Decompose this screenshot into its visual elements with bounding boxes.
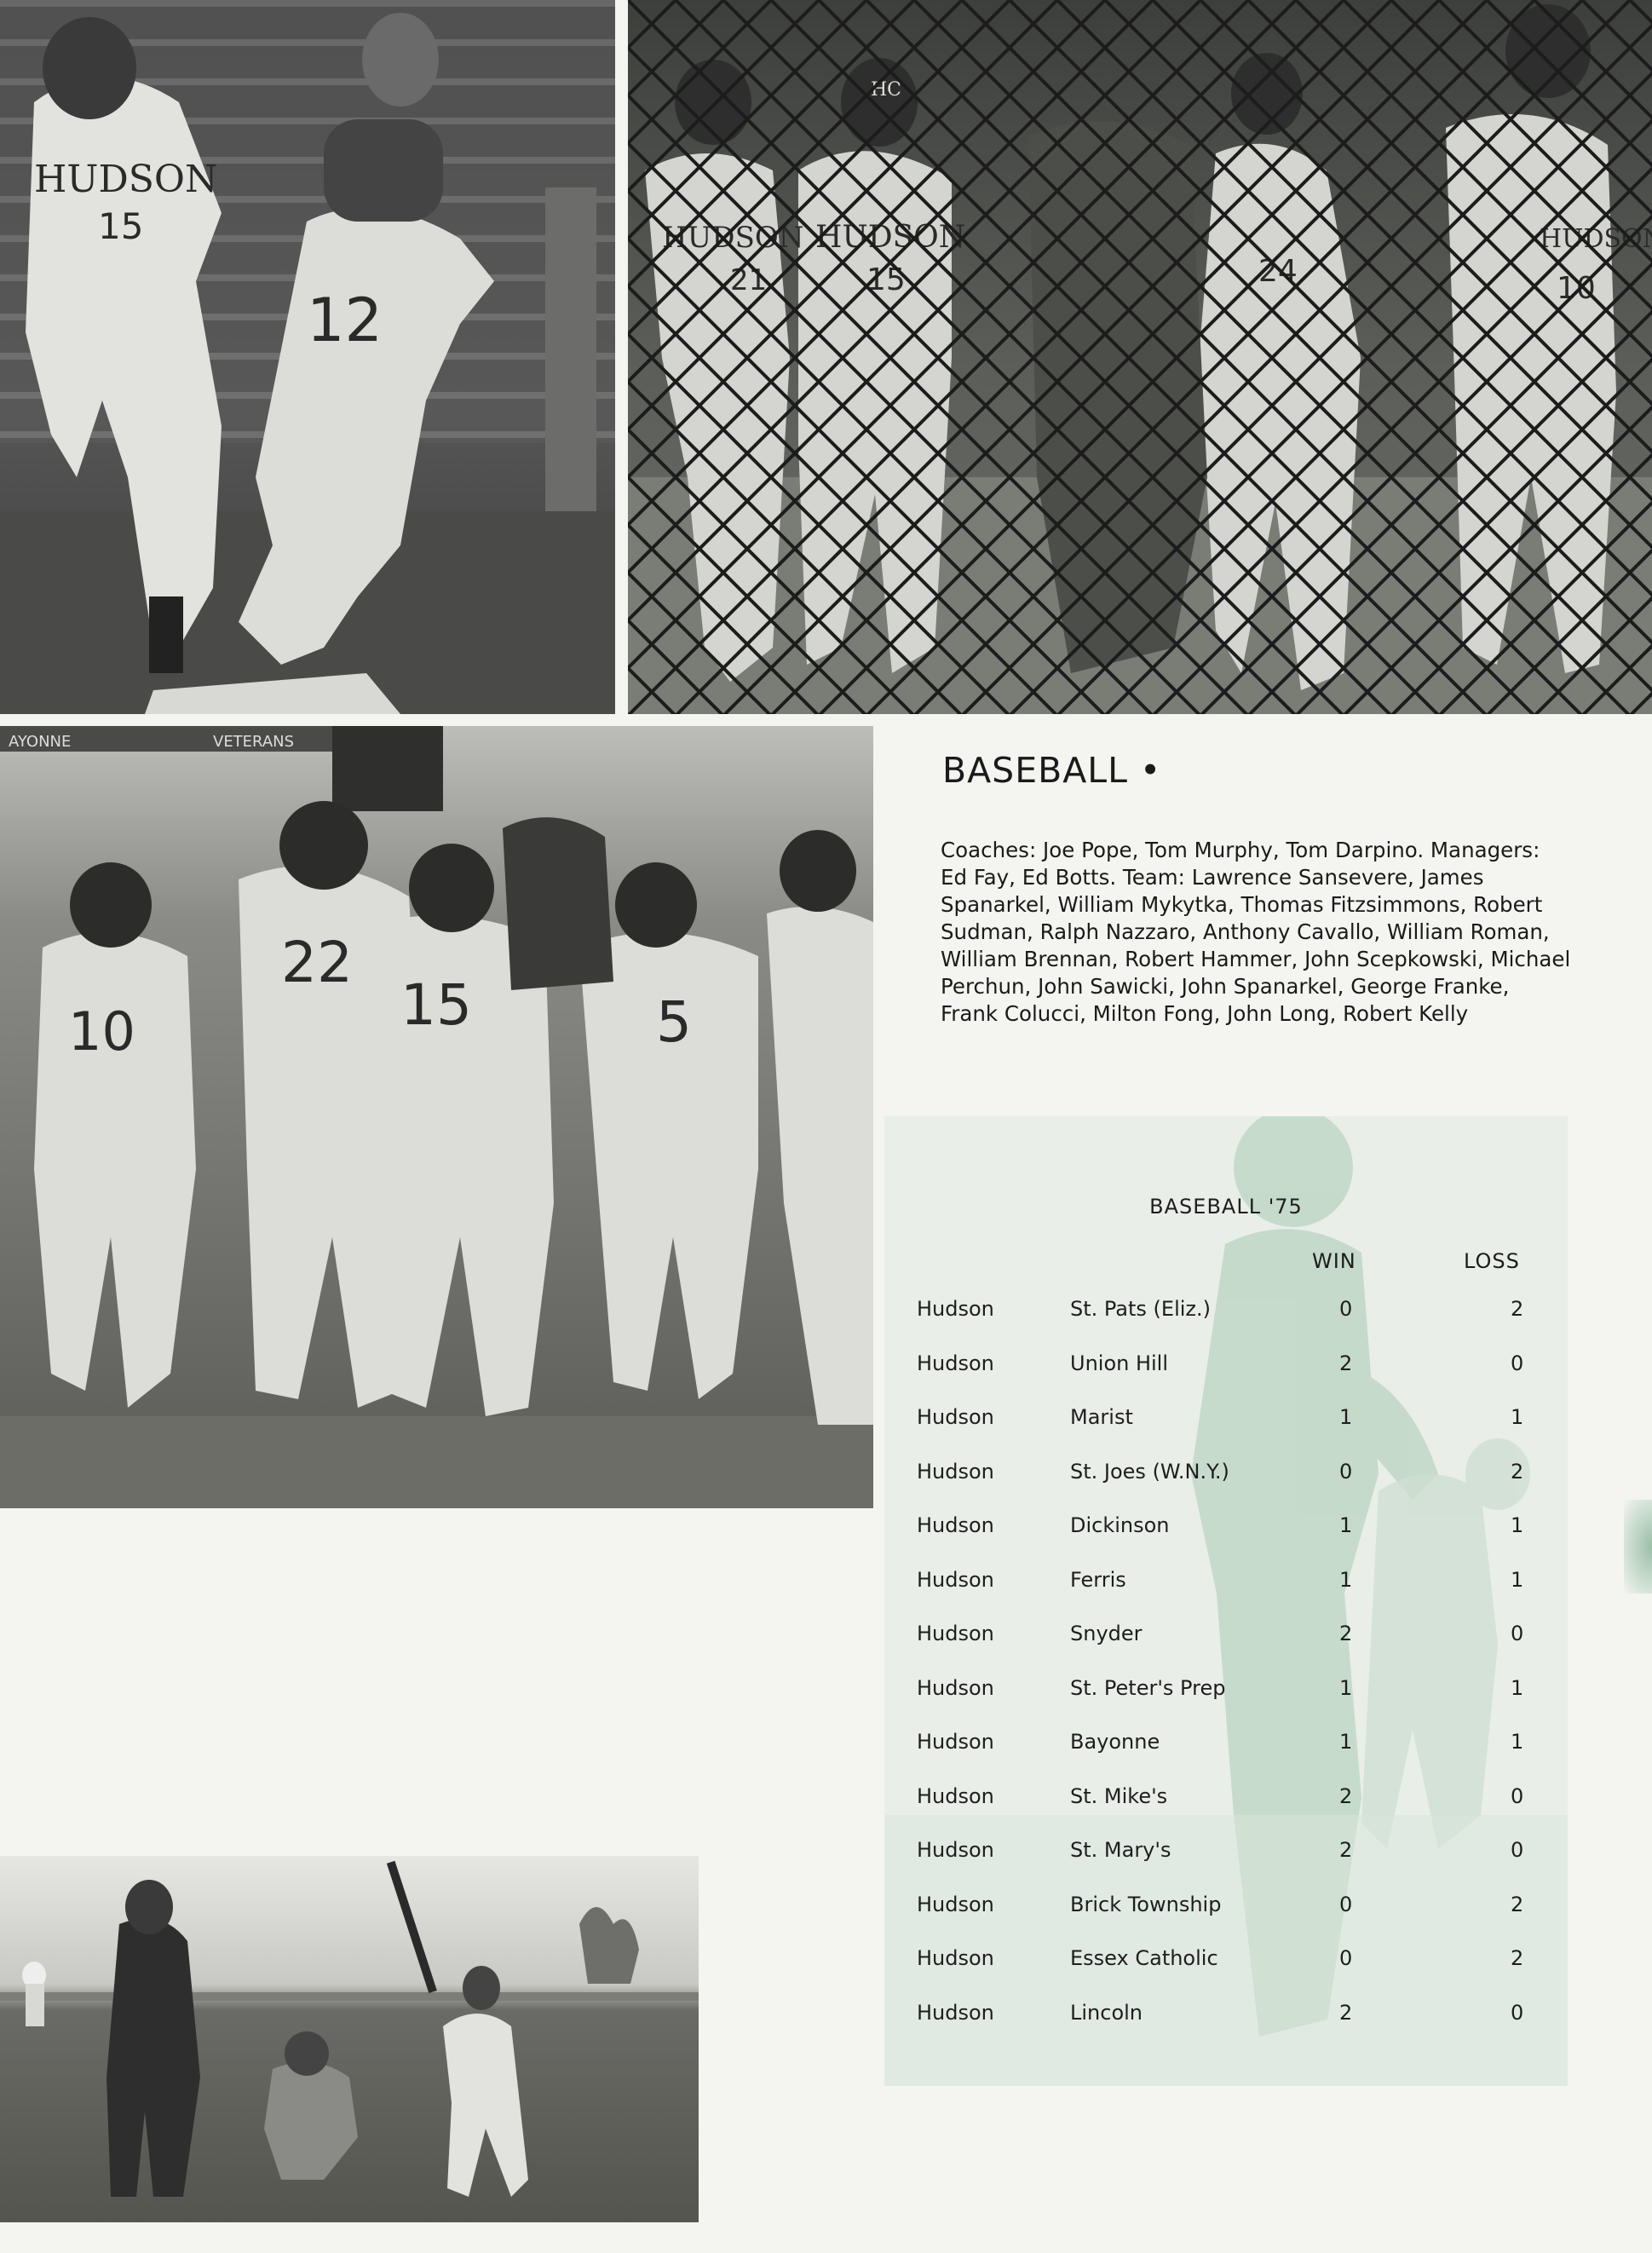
game-row <box>884 1513 1568 1568</box>
opponent-name: St. Mike's <box>1070 1783 1168 1808</box>
win-count: 2 <box>1339 1783 1353 1808</box>
team-name: Hudson <box>917 1351 994 1375</box>
game-row <box>884 1784 1568 1839</box>
jersey-number-5: 5 <box>656 989 692 1055</box>
win-count: 1 <box>1339 1405 1353 1429</box>
win-count: 1 <box>1339 1567 1353 1592</box>
team-name: Hudson <box>917 1946 994 1970</box>
game-row <box>884 1460 1568 1514</box>
team-name: Hudson <box>917 1297 994 1321</box>
team-name: Hudson <box>917 1459 994 1484</box>
team-name: Hudson <box>917 1892 994 1916</box>
wall-text-veterans: VETERANS <box>213 733 295 751</box>
win-count: 2 <box>1339 1622 1353 1645</box>
win-count: 1 <box>1339 1675 1353 1700</box>
loss-count: 0 <box>1511 1351 1524 1375</box>
loss-count: 1 <box>1511 1405 1524 1429</box>
loss-count: 2 <box>1511 1459 1524 1484</box>
loss-count: 1 <box>1511 1730 1524 1754</box>
opponent-name: Ferris <box>1070 1567 1126 1592</box>
wall-text-ayonne: AYONNE <box>9 733 72 751</box>
game-row <box>884 1568 1568 1622</box>
game-list <box>884 1297 1568 2054</box>
opponent-name: Brick Township <box>1070 1892 1222 1916</box>
opponent-name: Essex Catholic <box>1070 1946 1218 1970</box>
win-count: 0 <box>1339 1946 1353 1970</box>
loss-count: 2 <box>1511 1297 1524 1321</box>
game-row <box>884 1405 1568 1460</box>
game-row <box>884 1893 1568 1947</box>
loss-count: 2 <box>1511 1946 1524 1970</box>
section-heading-baseball: BASEBALL • <box>942 750 1162 791</box>
game-row <box>884 1838 1568 1893</box>
photo-players-behind-fence <box>628 0 1652 714</box>
photo-team-huddle <box>0 726 873 1508</box>
loss-count: 1 <box>1511 1513 1524 1537</box>
team-name: Hudson <box>917 1622 994 1645</box>
loss-column-header: LOSS <box>1464 1249 1520 1273</box>
opponent-name: Snyder <box>1070 1622 1143 1645</box>
win-count: 0 <box>1339 1459 1353 1484</box>
win-count: 2 <box>1339 2000 1353 2025</box>
coaches-and-team-roster: Coaches: Joe Pope, Tom Murphy, Tom Darpino. Managers: Ed Fay, Ed Botts. Team: Lawrence Sansevere, James Spanarkel, William Mykytka, Thomas Fitzsimmons, Robert Sudman, Ralph Nazzaro, Anthony Cavallo, William Roman, William Brennan, Robert Hammer, John Scepkowski, Michael Perchun, John Sawicki, John Spanarkel, George Franke, Frank Colucci, Milton Fong, John Long, Robert Kelly <box>941 838 1571 1026</box>
photo-player-sliding <box>0 0 615 714</box>
jersey-number-10: 10 <box>68 1000 135 1063</box>
game-row <box>884 1676 1568 1731</box>
schedule-title: BASEBALL '75 <box>1149 1195 1303 1219</box>
season-schedule-table <box>884 1116 1568 2086</box>
loss-count: 0 <box>1511 1622 1524 1645</box>
game-row <box>884 1622 1568 1676</box>
loss-count: 0 <box>1511 1838 1524 1862</box>
jersey-number-22: 22 <box>281 930 353 995</box>
page-edge-photo-fragment <box>1624 1500 1652 1593</box>
jersey-text-hudson: HUDSON <box>34 158 218 201</box>
game-row <box>884 1297 1568 1351</box>
team-name: Hudson <box>917 1675 994 1700</box>
loss-count: 1 <box>1511 1675 1524 1700</box>
win-count: 1 <box>1339 1730 1353 1754</box>
jersey-number-15: 15 <box>400 972 472 1038</box>
loss-count: 2 <box>1511 1892 1524 1916</box>
game-row <box>884 1946 1568 2001</box>
opponent-name: Bayonne <box>1070 1730 1160 1754</box>
win-count: 0 <box>1339 1297 1353 1321</box>
team-name: Hudson <box>917 2000 994 2025</box>
team-name: Hudson <box>917 1513 994 1537</box>
win-count: 1 <box>1339 1513 1353 1537</box>
team-name: Hudson <box>917 1730 994 1754</box>
opponent-name: St. Mary's <box>1070 1838 1171 1862</box>
loss-count: 1 <box>1511 1567 1524 1592</box>
opponent-name: St. Peter's Prep <box>1070 1675 1226 1700</box>
opponent-name: St. Pats (Eliz.) <box>1070 1297 1211 1321</box>
opponent-name: St. Joes (W.N.Y.) <box>1070 1459 1229 1484</box>
loss-count: 0 <box>1511 1783 1524 1808</box>
game-row <box>884 1730 1568 1784</box>
team-name: Hudson <box>917 1838 994 1862</box>
game-row <box>884 2001 1568 2055</box>
photo-batter-at-plate <box>0 1856 699 2222</box>
team-name: Hudson <box>917 1783 994 1808</box>
opponent-name: Marist <box>1070 1405 1133 1429</box>
team-name: Hudson <box>917 1567 994 1592</box>
loss-count: 0 <box>1511 2000 1524 2025</box>
team-name: Hudson <box>917 1405 994 1429</box>
opponent-name: Dickinson <box>1070 1513 1170 1537</box>
win-column-header: WIN <box>1312 1249 1356 1273</box>
win-count: 2 <box>1339 1838 1353 1862</box>
game-row <box>884 1351 1568 1406</box>
win-count: 0 <box>1339 1892 1353 1916</box>
win-count: 2 <box>1339 1351 1353 1375</box>
jersey-number-12: 12 <box>307 285 383 355</box>
opponent-name: Union Hill <box>1070 1351 1169 1375</box>
jersey-number-15: 15 <box>98 205 144 247</box>
opponent-name: Lincoln <box>1070 2000 1143 2025</box>
